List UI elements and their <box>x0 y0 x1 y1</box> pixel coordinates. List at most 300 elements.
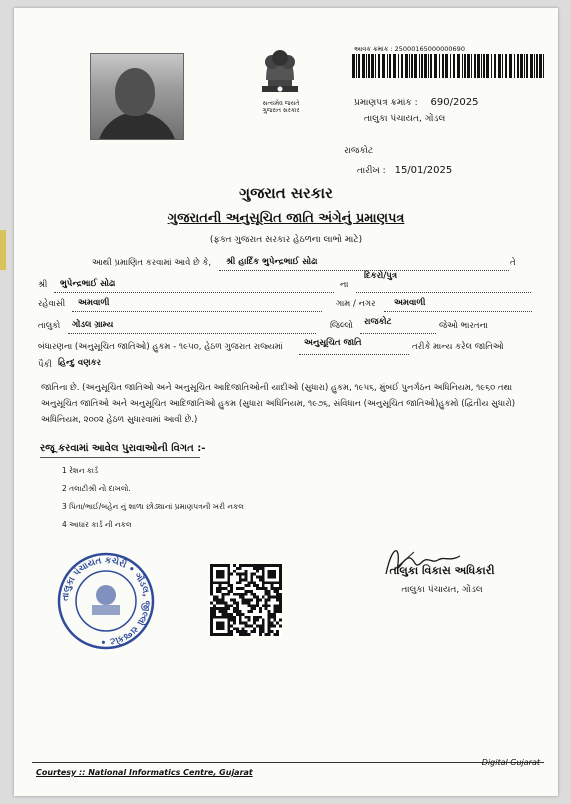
qr-module <box>259 578 262 581</box>
qr-module <box>270 616 273 619</box>
barcode-bar <box>543 54 544 78</box>
qr-module <box>227 604 230 607</box>
certificate-title: ગુજરાતની અનુસૂચિત જાતિ અંગેનું પ્રમાણપત્ર <box>167 211 405 226</box>
qr-module <box>273 624 276 627</box>
barcode-bar <box>498 54 501 78</box>
qr-module <box>216 564 219 567</box>
qr-module <box>250 578 253 581</box>
qr-module <box>216 570 219 573</box>
qr-module <box>230 587 233 590</box>
qr-module <box>236 610 239 613</box>
barcode-bar <box>477 54 480 78</box>
qr-module <box>233 601 236 604</box>
qr-module <box>224 633 227 636</box>
qr-module <box>210 590 213 593</box>
barcode-bar <box>442 54 444 78</box>
qr-module <box>239 587 242 590</box>
qr-module <box>245 624 248 627</box>
qr-module <box>210 581 213 584</box>
district: રાજકોટ <box>364 317 392 327</box>
barcode-bar <box>502 54 503 78</box>
barcode-bar <box>434 54 437 78</box>
qr-module <box>227 613 230 616</box>
qr-module <box>236 601 239 604</box>
qr-module <box>259 630 262 633</box>
qr-module <box>239 610 242 613</box>
qr-module <box>253 564 256 567</box>
qr-module <box>268 581 271 584</box>
qr-module <box>270 587 273 590</box>
certify-suffix: તે <box>510 258 516 268</box>
qr-module <box>213 596 216 599</box>
qr-module <box>245 584 248 587</box>
barcode-bar <box>536 54 538 78</box>
qr-module <box>245 633 248 636</box>
qr-module <box>247 616 250 619</box>
barcode-bar <box>505 54 507 78</box>
qr-module <box>262 576 265 579</box>
certify-prefix: આથી પ્રમાણિત કરવામાં આવે છે કે, <box>92 258 212 268</box>
qr-module <box>270 622 273 625</box>
qr-module <box>210 607 213 610</box>
date-row <box>357 165 452 176</box>
qr-module <box>213 610 216 613</box>
qr-module <box>276 596 279 599</box>
qr-module <box>265 633 268 636</box>
qr-module <box>210 576 213 579</box>
qr-module <box>253 581 256 584</box>
qr-module <box>273 633 276 636</box>
qr-module <box>230 573 233 576</box>
qr-module <box>227 593 230 596</box>
qr-module <box>222 633 225 636</box>
qr-module <box>224 593 227 596</box>
qr-module <box>256 604 259 607</box>
qr-module <box>230 630 233 633</box>
qr-module <box>219 570 222 573</box>
barcode-bar <box>352 54 355 78</box>
qr-module <box>222 573 225 576</box>
qr-module <box>219 581 222 584</box>
qr-module <box>268 576 271 579</box>
qr-module <box>219 601 222 604</box>
officer-office: તાલુકા પંચાયત, ગોંડલ <box>401 585 483 595</box>
qr-module <box>216 616 219 619</box>
qr-module <box>239 581 242 584</box>
qr-module <box>222 570 225 573</box>
qr-module <box>273 581 276 584</box>
qr-module <box>222 624 225 627</box>
qr-module <box>210 610 213 613</box>
qr-module <box>253 596 256 599</box>
qr-module <box>222 607 225 610</box>
qr-module <box>222 593 225 596</box>
qr-module <box>233 619 236 622</box>
qr-module <box>270 581 273 584</box>
qr-module <box>227 619 230 622</box>
qr-code <box>210 564 282 636</box>
qr-module <box>236 581 239 584</box>
qr-module <box>227 567 230 570</box>
barcode-label: આવક ક્રમાંક : 25000165000000690 <box>354 45 465 53</box>
barcode-bar <box>524 54 525 78</box>
qr-module <box>276 587 279 590</box>
qr-module <box>216 622 219 625</box>
qr-module <box>276 581 279 584</box>
qr-module <box>219 584 222 587</box>
qr-module <box>222 564 225 567</box>
qr-module <box>230 616 233 619</box>
qr-module <box>210 601 213 604</box>
qr-module <box>210 567 213 570</box>
district-line <box>360 333 436 334</box>
qr-module <box>233 627 236 630</box>
qr-module <box>256 567 259 570</box>
qr-module <box>247 599 250 602</box>
qr-module <box>236 630 239 633</box>
qr-module <box>219 622 222 625</box>
barcode-bar <box>378 54 380 78</box>
qr-module <box>265 593 268 596</box>
document-item: 1 રેશન કાર્ડ <box>62 466 99 475</box>
qr-module <box>276 593 279 596</box>
qr-module <box>245 576 248 579</box>
qr-module <box>227 627 230 630</box>
qr-module <box>213 599 216 602</box>
barcode-bar <box>358 54 360 78</box>
qr-module <box>247 604 250 607</box>
qr-module <box>239 596 242 599</box>
qr-module <box>253 616 256 619</box>
qr-module <box>256 599 259 602</box>
qr-module <box>268 624 271 627</box>
qr-module <box>239 619 242 622</box>
qr-module <box>227 590 230 593</box>
father-line <box>54 292 334 293</box>
edge-mark <box>0 230 6 270</box>
barcode-bar <box>453 54 455 78</box>
qr-module <box>236 593 239 596</box>
qr-module <box>227 584 230 587</box>
qr-module <box>259 567 262 570</box>
qr-module <box>279 599 282 602</box>
qr-module <box>262 622 265 625</box>
qr-module <box>256 584 259 587</box>
qr-module <box>242 601 245 604</box>
qr-module <box>210 573 213 576</box>
qr-module <box>227 570 230 573</box>
qr-module <box>273 576 276 579</box>
qr-module <box>216 601 219 604</box>
qr-module <box>268 627 271 630</box>
qr-module <box>270 570 273 573</box>
qr-module <box>222 576 225 579</box>
taluka: ગોંડલ ગ્રામ્ય <box>72 320 114 330</box>
barcode-bar <box>371 54 374 78</box>
qr-module <box>268 630 271 633</box>
qr-module <box>250 581 253 584</box>
qr-module <box>239 567 242 570</box>
qr-module <box>245 630 248 633</box>
qr-module <box>259 627 262 630</box>
qr-module <box>262 627 265 630</box>
barcode-bar <box>428 54 429 78</box>
qr-module <box>268 604 271 607</box>
qr-module <box>279 624 282 627</box>
qr-module <box>210 578 213 581</box>
village-label: ગામ / નગર <box>336 299 376 309</box>
qr-module <box>265 607 268 610</box>
qr-module <box>222 587 225 590</box>
qr-module <box>224 607 227 610</box>
barcode-bar <box>494 54 496 78</box>
qr-module <box>233 593 236 596</box>
barcode-bar <box>509 54 512 78</box>
qr-module <box>242 599 245 602</box>
qr-module <box>222 596 225 599</box>
qr-module <box>222 622 225 625</box>
qr-module <box>210 570 213 573</box>
qr-module <box>233 616 236 619</box>
qr-module <box>233 610 236 613</box>
recognized-text: તરીકે માન્ય કરેલ જાતિઓ <box>412 342 504 352</box>
barcode-bar <box>464 54 466 78</box>
qr-module <box>245 578 248 581</box>
qr-module <box>262 584 265 587</box>
qr-module <box>262 630 265 633</box>
qr-module <box>253 622 256 625</box>
qr-module <box>219 607 222 610</box>
taluka-line <box>68 333 316 334</box>
qr-module <box>279 576 282 579</box>
seal-text: તાલુકા પંચાયત કચેરી • ગોંડલ, જીલ્લો રાજકોટ • <box>60 555 152 647</box>
qr-module <box>279 596 282 599</box>
qr-module <box>253 607 256 610</box>
barcode-bar <box>398 54 399 78</box>
issuing-city: રાજકોટ <box>344 146 374 156</box>
qr-module <box>276 622 279 625</box>
qr-module <box>270 573 273 576</box>
qr-module <box>268 622 271 625</box>
qr-module <box>250 564 253 567</box>
qr-module <box>270 564 273 567</box>
qr-module <box>253 630 256 633</box>
qr-module <box>273 619 276 622</box>
barcode-bar <box>375 54 376 78</box>
qr-module <box>250 599 253 602</box>
qr-module <box>268 633 271 636</box>
qr-module <box>247 590 250 593</box>
document-item: 3 પિતા/ભાઈ/બહેન નું શાળા છોડ્યાનાં પ્રમાણપત્રની ખરી નકલ <box>62 502 244 511</box>
caste-name: હિન્દુ વણકર <box>58 358 102 368</box>
qr-module <box>230 584 233 587</box>
qr-module <box>242 627 245 630</box>
qr-module <box>227 624 230 627</box>
qr-module <box>210 616 213 619</box>
barcode-bar <box>483 54 485 78</box>
qr-module <box>216 587 219 590</box>
barcode-bar <box>445 54 448 78</box>
qr-module <box>259 633 262 636</box>
certificate-number-label: પ્રમાણપત્ર ક્રમાંક : <box>354 98 418 108</box>
qr-module <box>247 601 250 604</box>
qr-module <box>216 590 219 593</box>
qr-module <box>256 619 259 622</box>
qr-module <box>242 613 245 616</box>
documents-title-underline <box>40 457 200 458</box>
document-item: 4 આધાર કાર્ડ ની નકલ <box>62 520 132 529</box>
qr-module <box>216 624 219 627</box>
qr-module <box>216 633 219 636</box>
qr-module <box>256 570 259 573</box>
date-label: તારીખ : <box>357 166 386 176</box>
sub-label: પૈકી <box>38 360 52 370</box>
qr-module <box>279 564 282 567</box>
father-name: ભુપેન્દ્રભાઈ સોઢા <box>60 279 116 289</box>
qr-module <box>265 599 268 602</box>
qr-module <box>245 622 248 625</box>
qr-module <box>239 616 242 619</box>
qr-module <box>279 593 282 596</box>
residence: અમવાળી <box>78 298 110 308</box>
qr-module <box>213 604 216 607</box>
barcode-bar <box>424 54 427 78</box>
qr-module <box>236 573 239 576</box>
qr-module <box>227 616 230 619</box>
qr-module <box>222 601 225 604</box>
residence-line <box>72 311 322 312</box>
qr-module <box>213 616 216 619</box>
qr-module <box>259 564 262 567</box>
qr-module <box>227 578 230 581</box>
qr-module <box>262 604 265 607</box>
barcode-bar <box>486 54 489 78</box>
qr-module <box>236 627 239 630</box>
barcode-bar <box>491 54 492 78</box>
qr-module <box>210 630 213 633</box>
qr-module <box>270 584 273 587</box>
barcode-bar <box>421 54 423 78</box>
government-title: ગુજરાત સરકાર <box>239 184 333 202</box>
legal-paragraph: જાતિના છે. (અનુસૂચિત જાતિઓ અને અનુસૂચિત આદિજાતિઓની યાદીઓ (સુધારા) હુકમ, ૧૯૫૬, મુંબઈ પુનર્ગઠન અધિનિયમ, ૧૯૬૦ તથા અનુસૂચિત જાતિઓ અને અનુસૂચિત આદિજાતિઓ હુકમ (સુધારા અધિનિયમ, ૧૯૭૬, સંવિધાન (અનુસૂચિત જાતિઓ)હુકમો (દ્વિતીય સુધારો) અધિનિયમ, ૨૦૦૨ હેઠળ સુધારવામાં આવી છે.) <box>41 383 516 425</box>
qr-module <box>262 581 265 584</box>
qr-module <box>245 570 248 573</box>
qr-module <box>273 604 276 607</box>
qr-module <box>236 607 239 610</box>
qr-module <box>224 601 227 604</box>
qr-module <box>268 564 271 567</box>
qr-module <box>245 573 248 576</box>
barcode-bar <box>450 54 451 78</box>
qr-module <box>250 607 253 610</box>
qr-module <box>256 616 259 619</box>
qr-module <box>265 587 268 590</box>
qr-module <box>270 613 273 616</box>
qr-module <box>273 616 276 619</box>
qr-module <box>259 607 262 610</box>
qr-module <box>242 630 245 633</box>
qr-module <box>256 564 259 567</box>
qr-module <box>279 587 282 590</box>
qr-module <box>236 613 239 616</box>
barcode-bar <box>419 54 420 78</box>
qr-module <box>256 601 259 604</box>
qr-module <box>236 587 239 590</box>
qr-module <box>224 616 227 619</box>
qr-module <box>216 581 219 584</box>
qr-module <box>239 578 242 581</box>
qr-module <box>245 564 248 567</box>
qr-module <box>242 573 245 576</box>
qr-module <box>247 619 250 622</box>
qr-module <box>279 584 282 587</box>
qr-module <box>233 564 236 567</box>
qr-module <box>273 570 276 573</box>
qr-module <box>253 619 256 622</box>
qr-module <box>276 564 279 567</box>
qr-module <box>210 627 213 630</box>
qr-module <box>268 616 271 619</box>
qr-module <box>276 607 279 610</box>
qr-module <box>210 613 213 616</box>
qr-module <box>210 593 213 596</box>
qr-module <box>210 633 213 636</box>
qr-module <box>268 570 271 573</box>
documents-title: રજૂ કરવામાં આવેલ પુરાવાઓની વિગત :- <box>40 443 206 454</box>
qr-module <box>230 604 233 607</box>
applicant-name: શ્રી હાર્દિક ભુપેન્દ્રભાઈ સોઢા <box>226 257 318 267</box>
qr-module <box>242 633 245 636</box>
qr-module <box>239 573 242 576</box>
state-label: જેઓ ભારતના <box>439 321 488 331</box>
qr-module <box>242 596 245 599</box>
qr-module <box>230 613 233 616</box>
barcode-bar <box>534 54 535 78</box>
qr-module <box>270 624 273 627</box>
qr-module <box>224 587 227 590</box>
qr-module <box>230 619 233 622</box>
qr-module <box>227 622 230 625</box>
barcode-bar <box>462 54 463 78</box>
caste-type: અનુસૂચિત જાતિ <box>304 338 362 348</box>
qr-module <box>236 567 239 570</box>
qr-module <box>262 573 265 576</box>
qr-module <box>265 601 268 604</box>
qr-module <box>210 622 213 625</box>
officer-title: તાલુકા વિકાસ અધિકારી <box>389 564 495 577</box>
barcode-bar <box>430 54 432 78</box>
barcode-bar <box>382 54 385 78</box>
qr-module <box>239 633 242 636</box>
qr-module <box>270 576 273 579</box>
na-label: ના <box>340 280 349 290</box>
qr-module <box>219 616 222 619</box>
qr-module <box>247 624 250 627</box>
qr-module <box>247 633 250 636</box>
barcode-bar <box>457 54 460 78</box>
qr-module <box>242 593 245 596</box>
barcode-bar <box>368 54 370 78</box>
qr-module <box>250 610 253 613</box>
qr-module <box>270 630 273 633</box>
document-item: 2 તલાટીશ્રી નો દાખલો. <box>62 484 131 493</box>
qr-module <box>256 576 259 579</box>
footer-divider <box>32 762 544 763</box>
barcode-bar <box>539 54 542 78</box>
panchayat-seal <box>56 551 156 651</box>
qr-module <box>210 564 213 567</box>
qr-module <box>268 619 271 622</box>
